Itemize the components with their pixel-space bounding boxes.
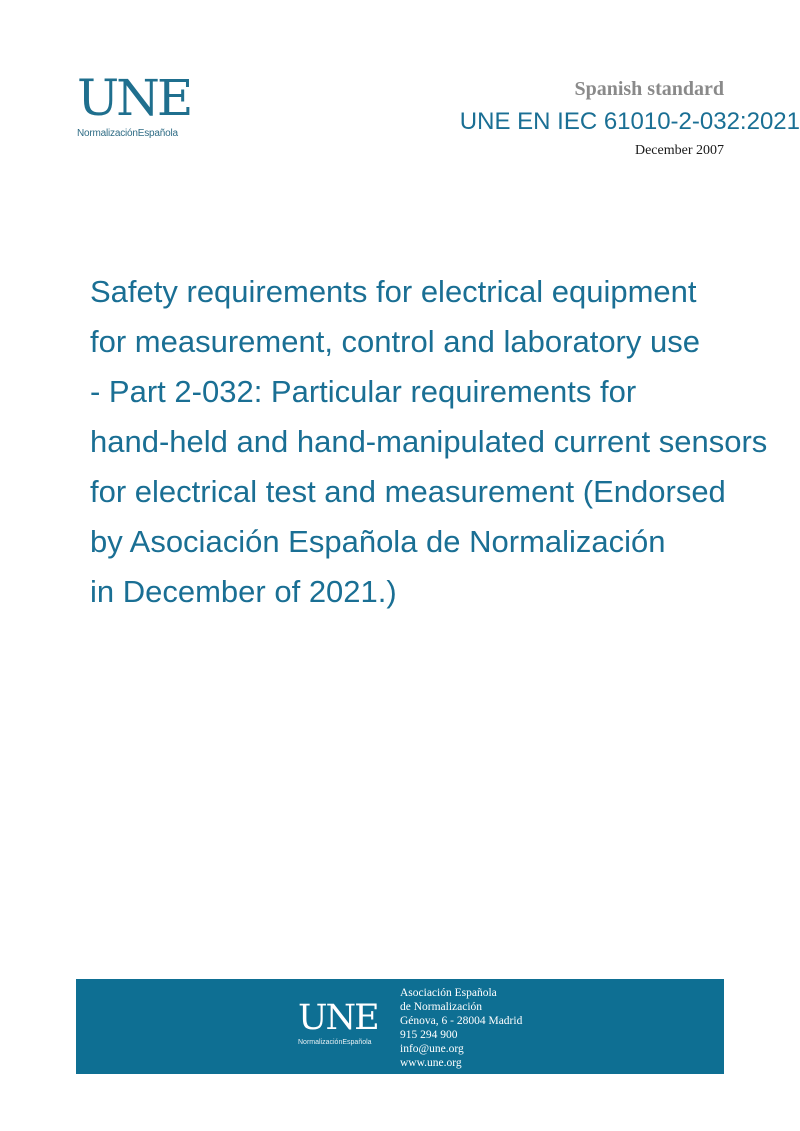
footer-address: Génova, 6 - 28004 Madrid <box>400 1015 523 1027</box>
une-logo-subtitle <box>77 128 217 139</box>
title-line: Safety requirements for electrical equipment <box>90 274 697 309</box>
title-line: for measurement, control and laboratory use <box>90 324 700 359</box>
footer-logo-sub-strong: Española <box>342 1039 372 1046</box>
logo-sub-strong: Española <box>137 128 178 139</box>
standard-code: UNE EN IEC 61010-2-032:2021 <box>459 108 800 135</box>
footer-contact-info <box>400 986 522 1070</box>
footer-une-logo <box>298 999 388 1046</box>
title-line: for electrical test and measurement (Endorsed <box>90 474 726 509</box>
footer-org-name-2: de Normalización <box>400 1001 483 1013</box>
document-title <box>90 267 800 617</box>
footer-website-link[interactable]: www.une.org <box>400 1057 462 1069</box>
footer-logo-sub-light: Normalización <box>298 1039 343 1046</box>
title-line: by Asociación Española de Normalización <box>90 524 666 559</box>
footer-org-name-1: Asociación Española <box>400 987 497 999</box>
title-line: in December of 2021.) <box>90 574 397 609</box>
footer-logo-mark: UNE <box>298 998 378 1038</box>
une-logo <box>77 69 217 139</box>
footer-banner <box>76 979 724 1074</box>
une-logo-mark: UNE <box>77 69 191 127</box>
title-line: hand-held and hand-manipulated current sensors <box>90 424 768 459</box>
footer-email-link[interactable]: info@une.org <box>400 1043 464 1055</box>
footer-phone: 915 294 900 <box>400 1029 458 1041</box>
logo-sub-light: Normalización <box>77 128 138 139</box>
footer-logo-subtitle <box>298 1039 388 1046</box>
publication-date: December 2007 <box>634 143 724 158</box>
document-type: Spanish standard <box>574 78 724 100</box>
title-line: - Part 2-032: Particular requirements for <box>90 374 637 409</box>
